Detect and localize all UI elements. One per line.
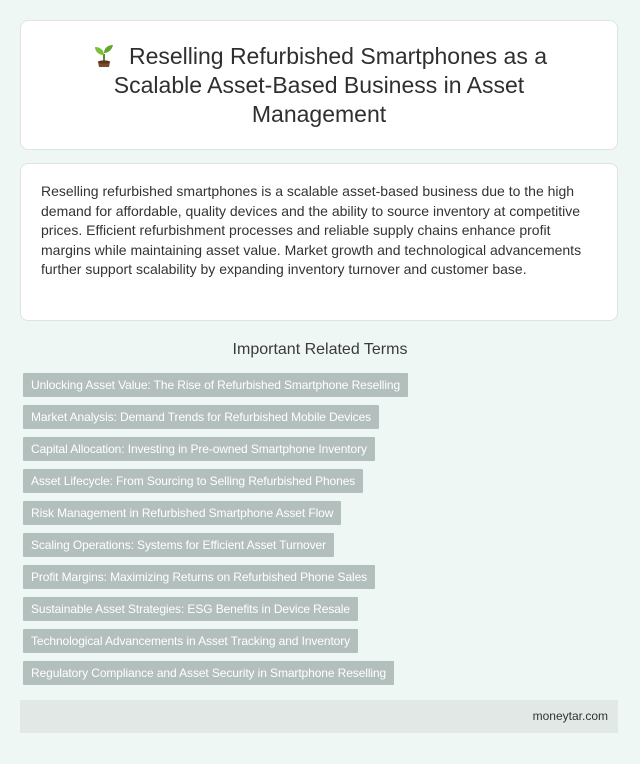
summary-text: Reselling refurbished smartphones is a scalable asset-based business due to the high demand for affordable, quality devices and the ability to source inventory at competitive prices. Efficient refurbishment processes and reliable supply chains enhance profit margins while maintaining asset value. Market growth and technological advancements further support scalability by expanding inventory turnover and customer base. — [41, 183, 582, 277]
summary-card — [20, 163, 618, 321]
seedling-icon — [91, 42, 117, 68]
related-term-link[interactable]: Regulatory Compliance and Asset Security in Smartphone Reselling — [23, 661, 394, 685]
related-term-link[interactable]: Capital Allocation: Investing in Pre-owned Smartphone Inventory — [23, 437, 375, 461]
related-term-link[interactable]: Market Analysis: Demand Trends for Refurbished Mobile Devices — [23, 405, 379, 429]
related-term-link[interactable]: Sustainable Asset Strategies: ESG Benefits in Device Resale — [23, 597, 358, 621]
related-terms-heading: Important Related Terms — [232, 341, 408, 358]
related-term-link[interactable]: Profit Margins: Maximizing Returns on Refurbished Phone Sales — [23, 565, 375, 589]
footer — [20, 700, 618, 733]
page-title-text: Reselling Refurbished Smartphones as a Scalable Asset-Based Business in Asset Management — [113, 42, 548, 127]
related-term-link[interactable]: Risk Management in Refurbished Smartphone Asset Flow — [23, 501, 341, 525]
related-term-link[interactable]: Unlocking Asset Value: The Rise of Refurbished Smartphone Reselling — [23, 373, 408, 397]
footer-brand[interactable]: moneytar.com — [532, 709, 608, 723]
related-terms-list — [23, 373, 623, 693]
page-title — [61, 42, 577, 129]
related-term-link[interactable]: Scaling Operations: Systems for Efficient Asset Turnover — [23, 533, 334, 557]
related-term-link[interactable]: Technological Advancements in Asset Tracking and Inventory — [23, 629, 358, 653]
related-term-link[interactable]: Asset Lifecycle: From Sourcing to Selling Refurbished Phones — [23, 469, 363, 493]
title-card — [20, 20, 618, 150]
